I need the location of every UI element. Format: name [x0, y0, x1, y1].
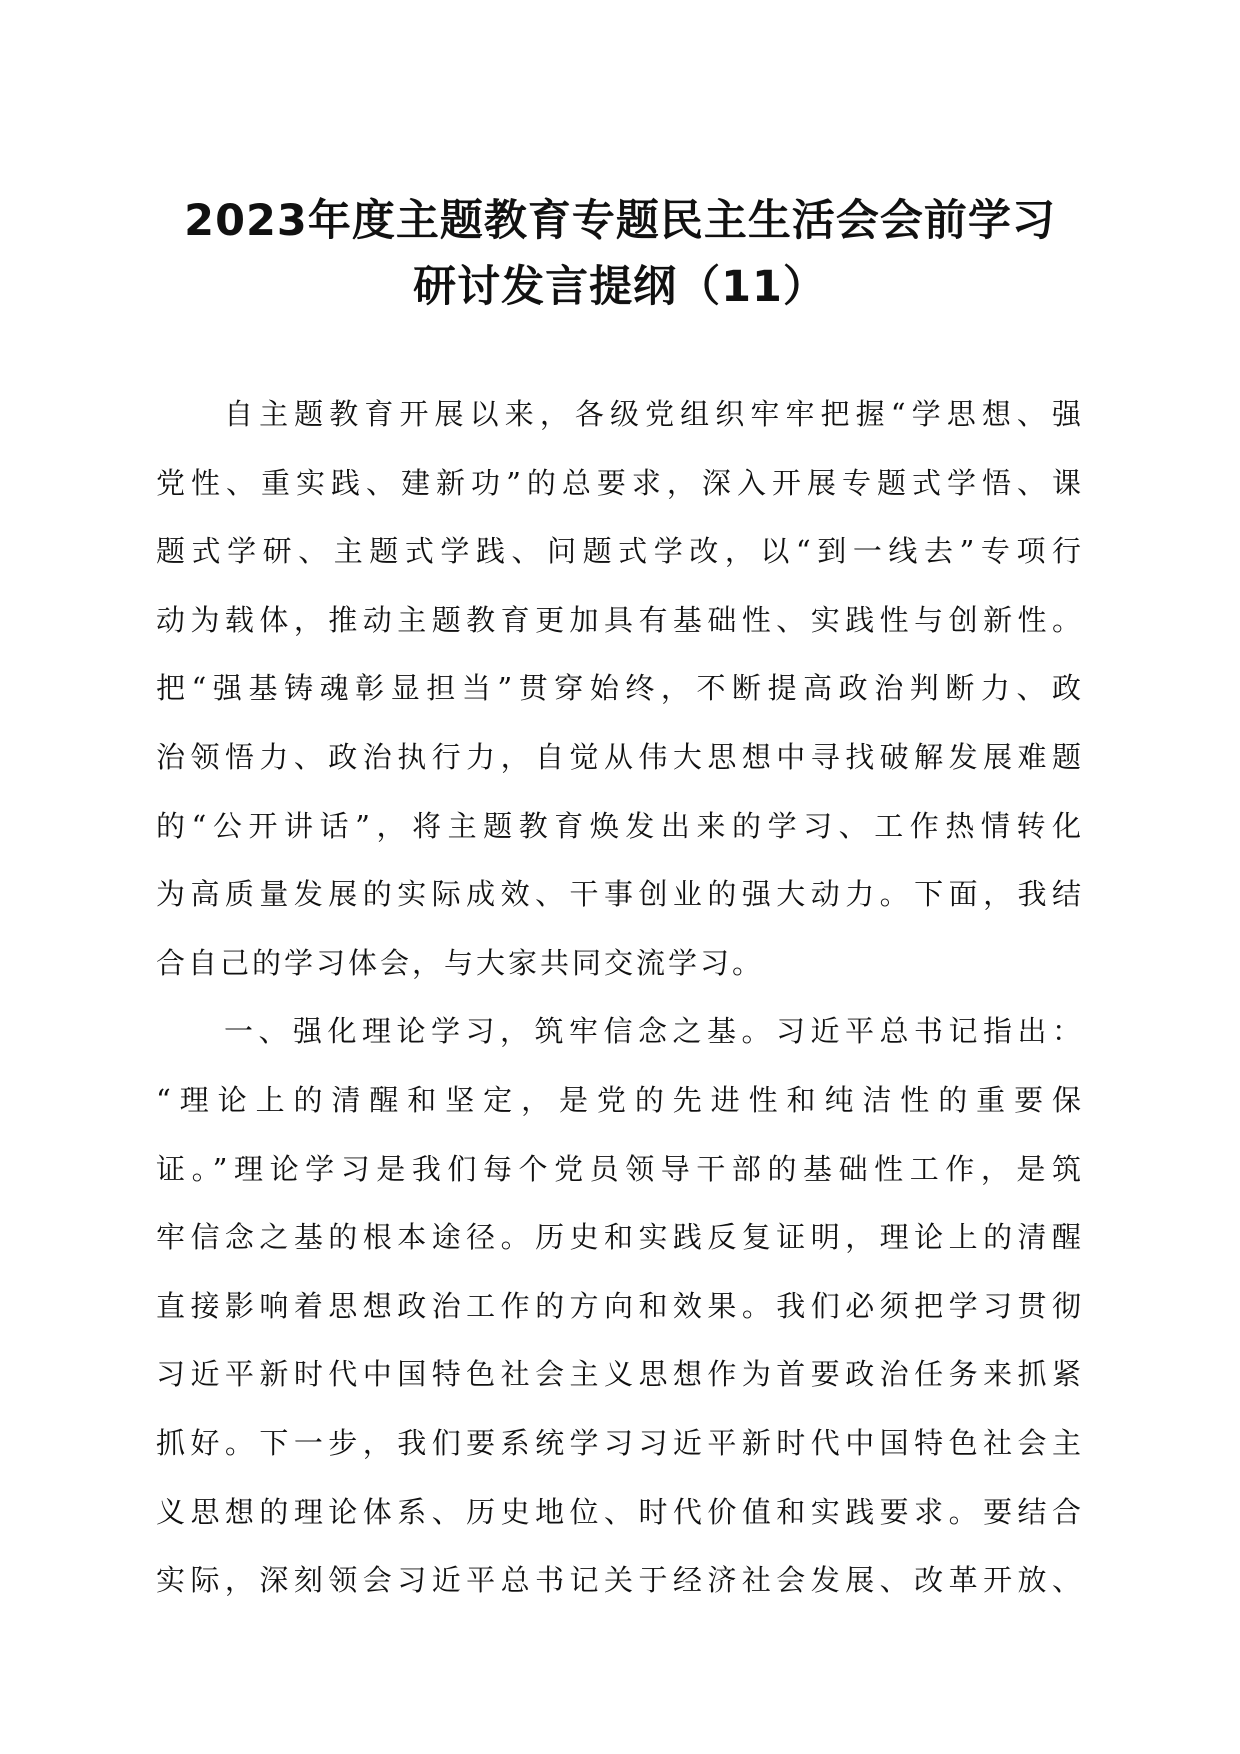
text-line: 习近平新时代中国特色社会主义思想作为首要政治任务来抓紧 [156, 1357, 1084, 1392]
text-line: 自主题教育开展以来，各级党组织牢牢把握“学思想、强 [224, 397, 1084, 431]
text-line: 牢信念之基的根本途径。历史和实践反复证明，理论上的清醒 [156, 1220, 1084, 1255]
title-line: 2023年度主题教育专题民主生活会会前学习 [184, 196, 1056, 246]
text-line: 直接影响着思想政治工作的方向和效果。我们必须把学习贯彻 [156, 1288, 1084, 1323]
page-title [150, 188, 1090, 320]
text-line: 证。”理论学习是我们每个党员领导干部的基础性工作，是筑 [156, 1151, 1084, 1186]
text-line: 把“强基铸魂彰显担当”贯穿始终，不断提高政治判断力、政 [156, 671, 1084, 706]
paragraph-section-one [156, 997, 1084, 1614]
text-line: 党性、重实践、建新功”的总要求，深入开展专题式学悟、课 [156, 465, 1084, 500]
text-line: 题式学研、主题式学践、问题式学改，以“到一线去”专项行 [156, 534, 1084, 569]
paragraph-intro [156, 380, 1084, 997]
text-line: 实际，深刻领会习近平总书记关于经济社会发展、改革开放、 [156, 1563, 1084, 1598]
text-line: 合自己的学习体会，与大家共同交流学习。 [156, 945, 765, 980]
text-line: 动为载体，推动主题教育更加具有基础性、实践性与创新性。 [156, 602, 1084, 637]
text-line: “理论上的清醒和坚定，是党的先进性和纯洁性的重要保 [156, 1082, 1084, 1117]
text-line: 治领悟力、政治执行力，自觉从伟大思想中寻找破解发展难题 [156, 739, 1084, 774]
text-line: 抓好。下一步，我们要系统学习习近平新时代中国特色社会主 [156, 1425, 1084, 1460]
title-line: 研讨发言提纲（11） [413, 262, 827, 312]
text-line: 的“公开讲话”，将主题教育焕发出来的学习、工作热情转化 [156, 808, 1084, 843]
document-body [156, 380, 1084, 1615]
text-line: 为高质量发展的实际成效、干事创业的强大动力。下面，我结 [156, 877, 1084, 912]
text-line: 一、强化理论学习，筑牢信念之基。习近平总书记指出： [224, 1014, 1084, 1049]
text-line: 义思想的理论体系、历史地位、时代价值和实践要求。要结合 [156, 1494, 1084, 1529]
